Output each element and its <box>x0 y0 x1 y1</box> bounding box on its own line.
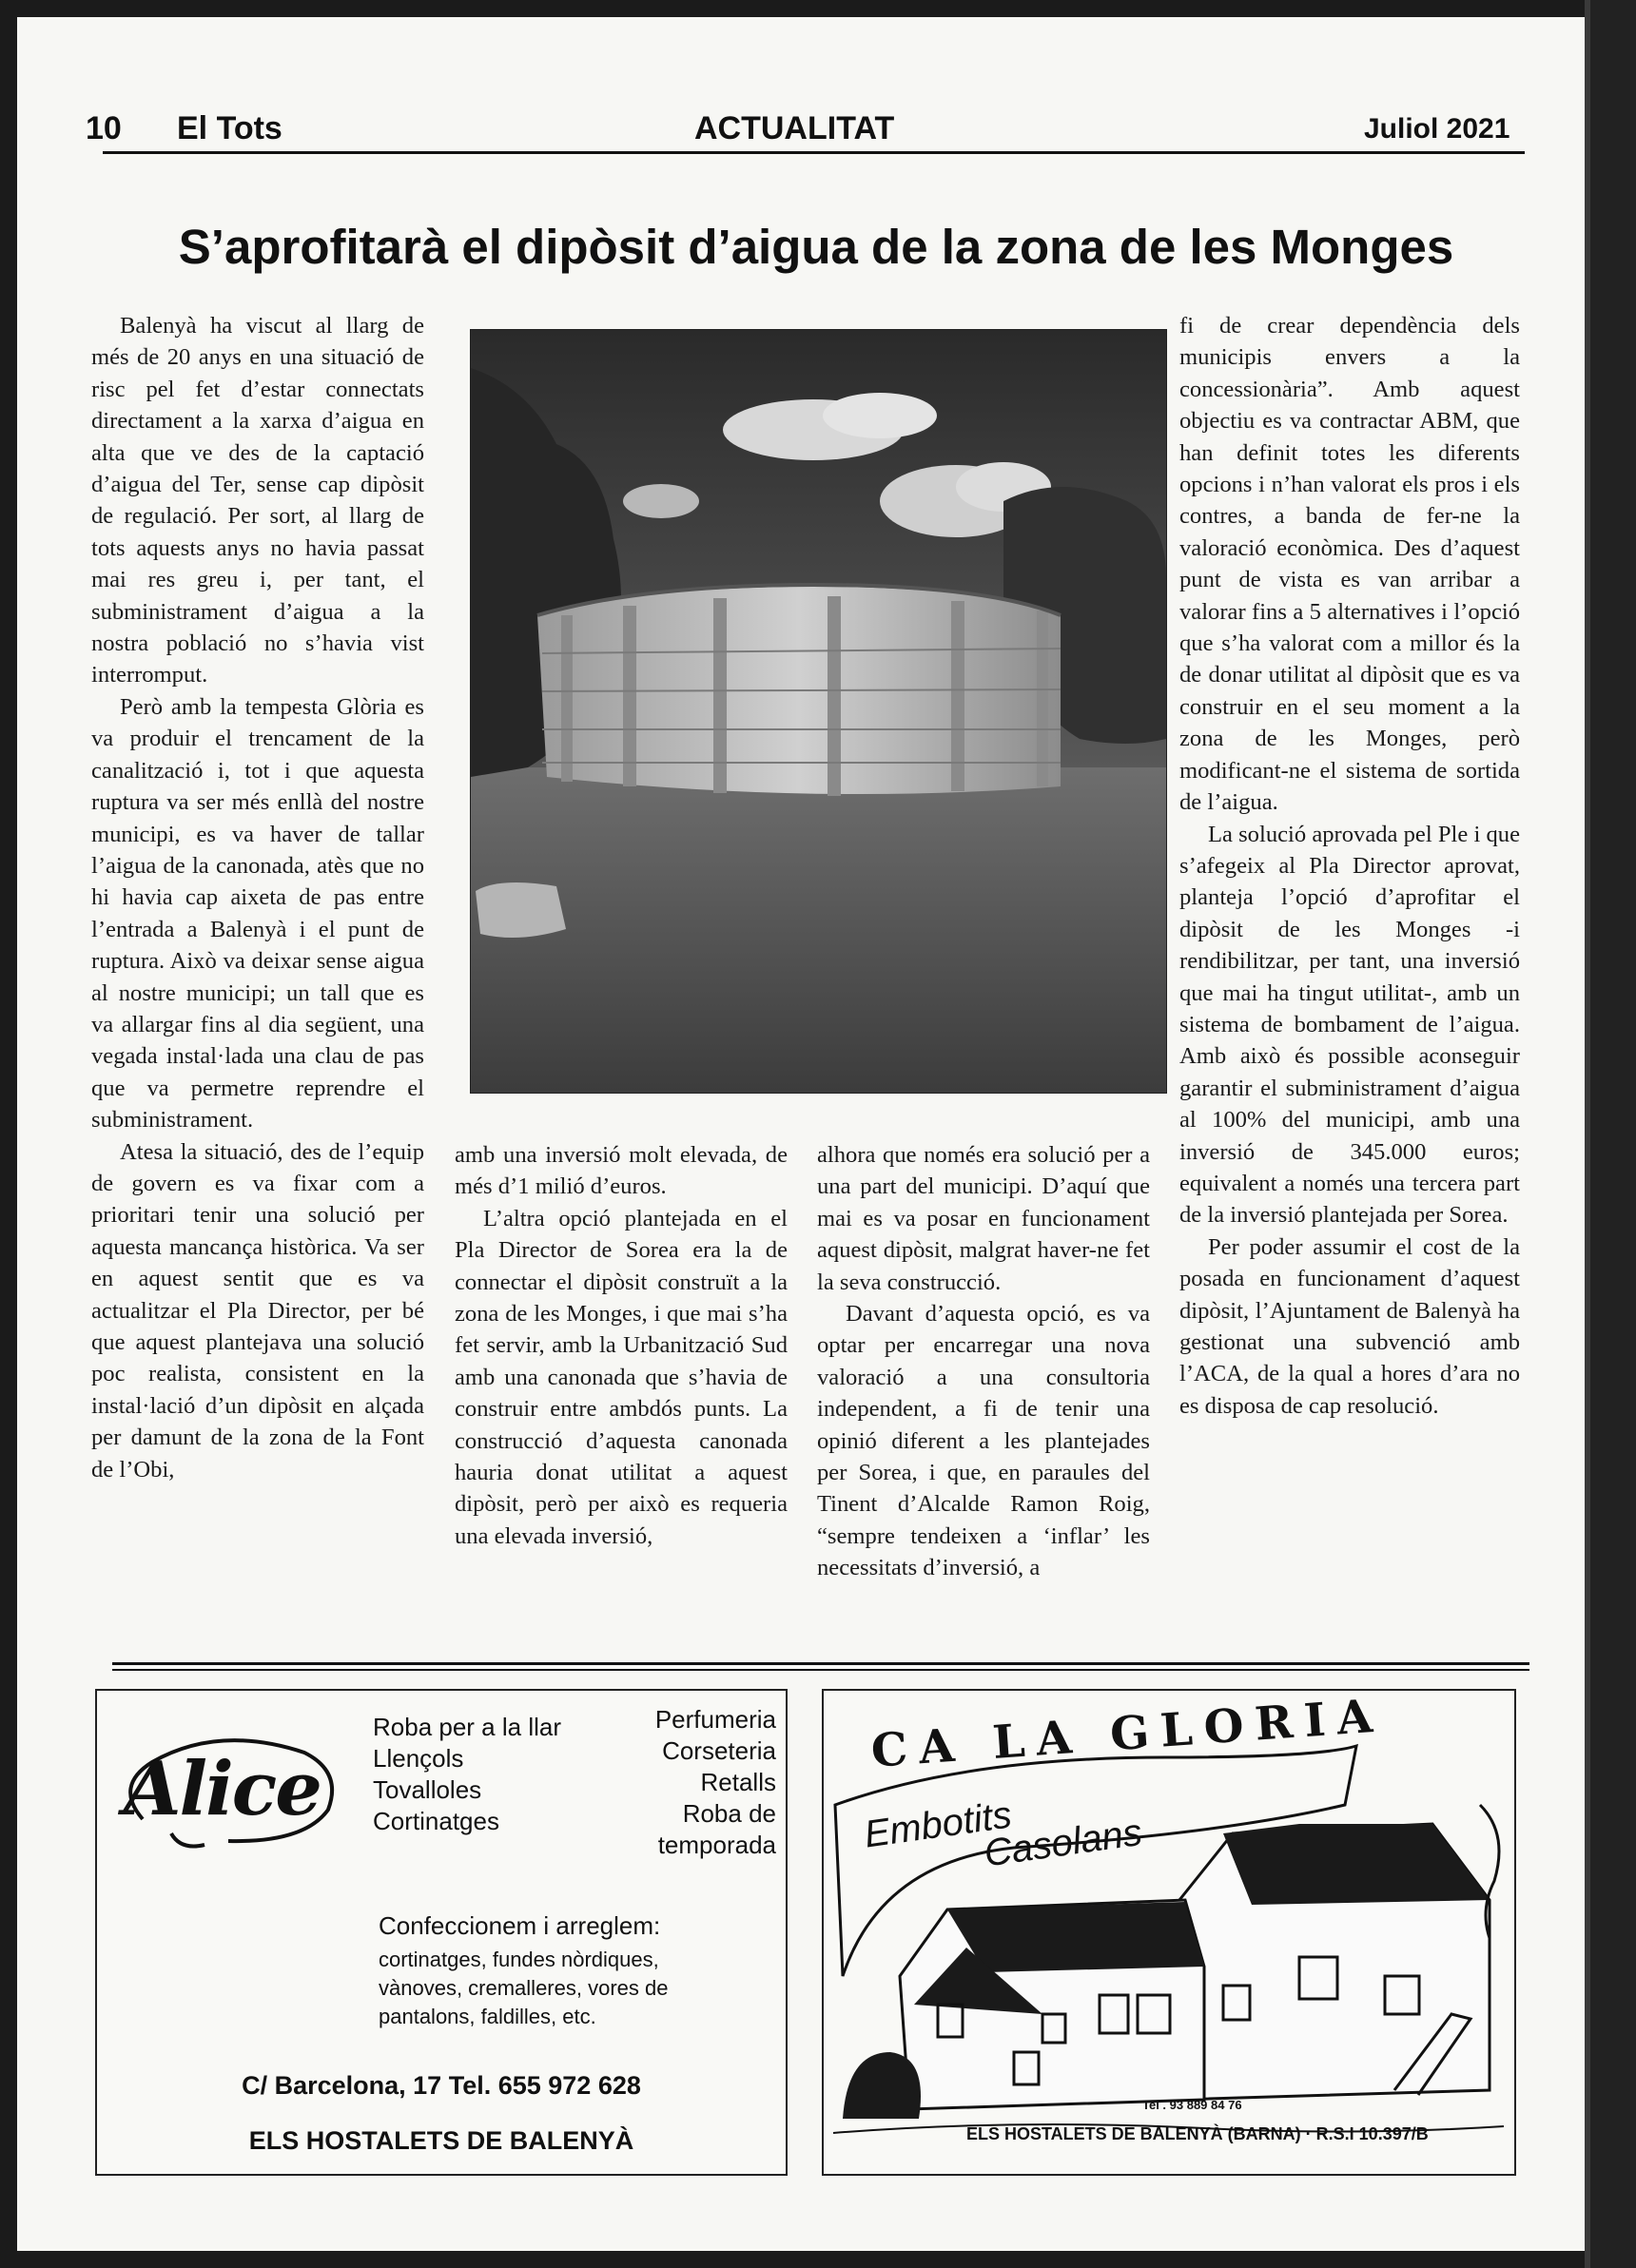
header-rule <box>103 151 1525 154</box>
ads-separator <box>112 1662 1529 1665</box>
paragraph: Davant d’aquesta opció, es va optar per encarregar una nova valoració a una consultoria independent, a fi de tenir una opinió diferent a les plantejades per Sorea, i que, en paraules del Tinent d’Alcalde Ramon Roig, “sempre tendeixen a ‘inflar’ les necessitats d’inversió, a <box>817 1301 1150 1581</box>
paragraph: fi de crear dependència dels municipis envers a la concessionària”. Amb aquest objectiu es va contractar ABM, que han definit totes les diferents opcions i n’han valorat els pros i els contres, a banda de fer-ne la valoració econòmica. Des d’aquest punt de vista es van arribar a valorar fins a 5 alternatives i l’opció que s’ha valorat com a millor és la de donar utilitat al dipòsit que es va construir en el seu moment a la zona de les Monges, però modificant-ne el sistema de sortida de l’aigua. <box>1179 313 1520 816</box>
article-column-1 <box>91 310 424 1485</box>
services-left <box>373 1712 561 1837</box>
paragraph: La solució aprovada pel Ple i que s’afegeix al Pla Director aprovat, planteja l’opció d’aprofitar el dipòsit de les Monges -i rendibilitzar, per tant, una inversió que mai ha tingut utilitat-, amb un sistema de bombament de l’aigua. Amb això és possible aconseguir garantir el subministrament d’aigua al 100% del municipi, amb una inversió de 345.000 euros; equivalent a només una tercera part de la inversió plantejada per Sorea. <box>1179 821 1520 1229</box>
paragraph: Per poder assumir el cost de la posada en funcionament d’aquest dipòsit, l’Ajuntament de Balenyà ha gestionat una subvenció amb l’ACA, de la qual a hores d’ara no es disposa de cap resolució. <box>1179 1233 1520 1419</box>
ad-alice <box>95 1689 788 2176</box>
gloria-slogan-2: Casolans <box>982 1811 1145 1875</box>
gloria-name: CA LA GLORIA <box>869 1689 1386 1778</box>
ads-separator-thin <box>112 1669 1529 1671</box>
alice-tagline: Confeccionem i arreglem: <box>379 1911 661 1940</box>
gloria-slogan-1: Embotits <box>862 1793 1015 1856</box>
alice-tagline-detail <box>379 1946 668 2031</box>
service-item: Perfumeria <box>654 1705 776 1734</box>
alice-logo: Alice <box>124 1746 321 1832</box>
detail-line: vànoves, cremalleres, vores de <box>379 1976 669 2000</box>
newspaper-page <box>17 17 1585 2251</box>
service-item: Roba de <box>682 1799 776 1828</box>
paragraph: alhora que només era solució per a una part del municipi. D’aquí que mai es va posar en funcionament aquest dipòsit, malgrat haver-ne fet la seva construcció. <box>817 1142 1150 1295</box>
paragraph: Però amb la tempesta Glòria es va produir el trencament de la canalització i, tot i que aquesta ruptura va ser més enllà del nostre municipi, es va haver de tallar l’aigua de la canonada, atès que no hi havia cap aixeta de pas entre l’entrada a Balenyà i el punt de ruptura. Això va deixar sense aigua al nostre municipi; un tall que es va allargar fins al dia següent, una vegada instal·lada una clau de pas que va permetre reprendre el subministrament. <box>91 693 424 1134</box>
issue-date: Juliol 2021 <box>1364 113 1510 145</box>
ad-ca-la-gloria <box>822 1689 1516 2176</box>
paragraph: Balenyà ha viscut al llarg de més de 20 anys en una situació de risc pel fet d’estar connectats directament a la xarxa d’aigua en alta que ve des de la captació d’aigua del Ter, sense cap dipòsit de regulació. Per sort, al llarg de tots aquests anys no havia passat mai res greu i, per tant, el subministrament d’aigua a la nostra població no s’havia vist interromput. <box>91 313 424 688</box>
service-item: Tovalloles <box>373 1775 482 1804</box>
water-tank-photo <box>470 329 1167 1094</box>
service-item: Roba per a la llar <box>373 1713 561 1741</box>
article-headline: S’aprofitarà el dipòsit d’aigua de la zona de les Monges <box>178 220 1454 274</box>
alice-address: C/ Barcelona, 17 Tel. 655 972 628 <box>242 2071 641 2100</box>
article-column-4 <box>1179 310 1520 1422</box>
detail-line: pantalons, faldilles, etc. <box>379 2005 596 2028</box>
alice-town: ELS HOSTALETS DE BALENYÀ <box>248 2126 634 2155</box>
services-right <box>655 1704 776 1861</box>
service-item: temporada <box>657 1831 776 1859</box>
publication-name: El Tots <box>177 110 282 146</box>
service-item: Cortinatges <box>373 1807 499 1835</box>
service-item: Corseteria <box>662 1736 776 1765</box>
section-title: ACTUALITAT <box>694 110 895 146</box>
article-column-3 <box>817 1139 1150 1584</box>
service-item: Llençols <box>373 1744 464 1773</box>
gloria-address: ELS HOSTALETS DE BALENYÀ (BARNA) · R.S.I 10.397/B <box>966 2124 1429 2143</box>
detail-line: cortinatges, fundes nòrdiques, <box>379 1948 659 1971</box>
service-item: Retalls <box>700 1768 776 1796</box>
paragraph: L’altra opció plantejada en el Pla Director de Sorea era la de connectar el dipòsit construït a la zona de les Monges, i que mai s’ha fet servir, amb la Urbanització Sud amb una canonada que s’havia de construir entre ambdós punts. La construcció d’aquesta canonada hauria donat utilitat a aquest dipòsit, però per això es requeria una elevada inversió, <box>455 1205 788 1549</box>
scan-edge <box>1585 0 1636 2268</box>
paragraph: amb una inversió molt elevada, de més d’1 milió d’euros. <box>455 1142 788 1200</box>
page-number: 10 <box>86 110 122 146</box>
article-column-2 <box>455 1139 788 1552</box>
paragraph: Atesa la situació, des de l’equip de govern es va fixar com a prioritari tenir una solució per aquesta mancança històrica. Va ser en aquest sentit que es va actualitzar el Pla Director, per bé que aquest plantejava una solució poc realista, consistent en la instal·lació d’un dipòsit en alçada per damunt de la zona de la Font de l’Obi, <box>91 1138 424 1483</box>
gloria-phone: Tel . 93 889 84 76 <box>1142 2098 1242 2112</box>
